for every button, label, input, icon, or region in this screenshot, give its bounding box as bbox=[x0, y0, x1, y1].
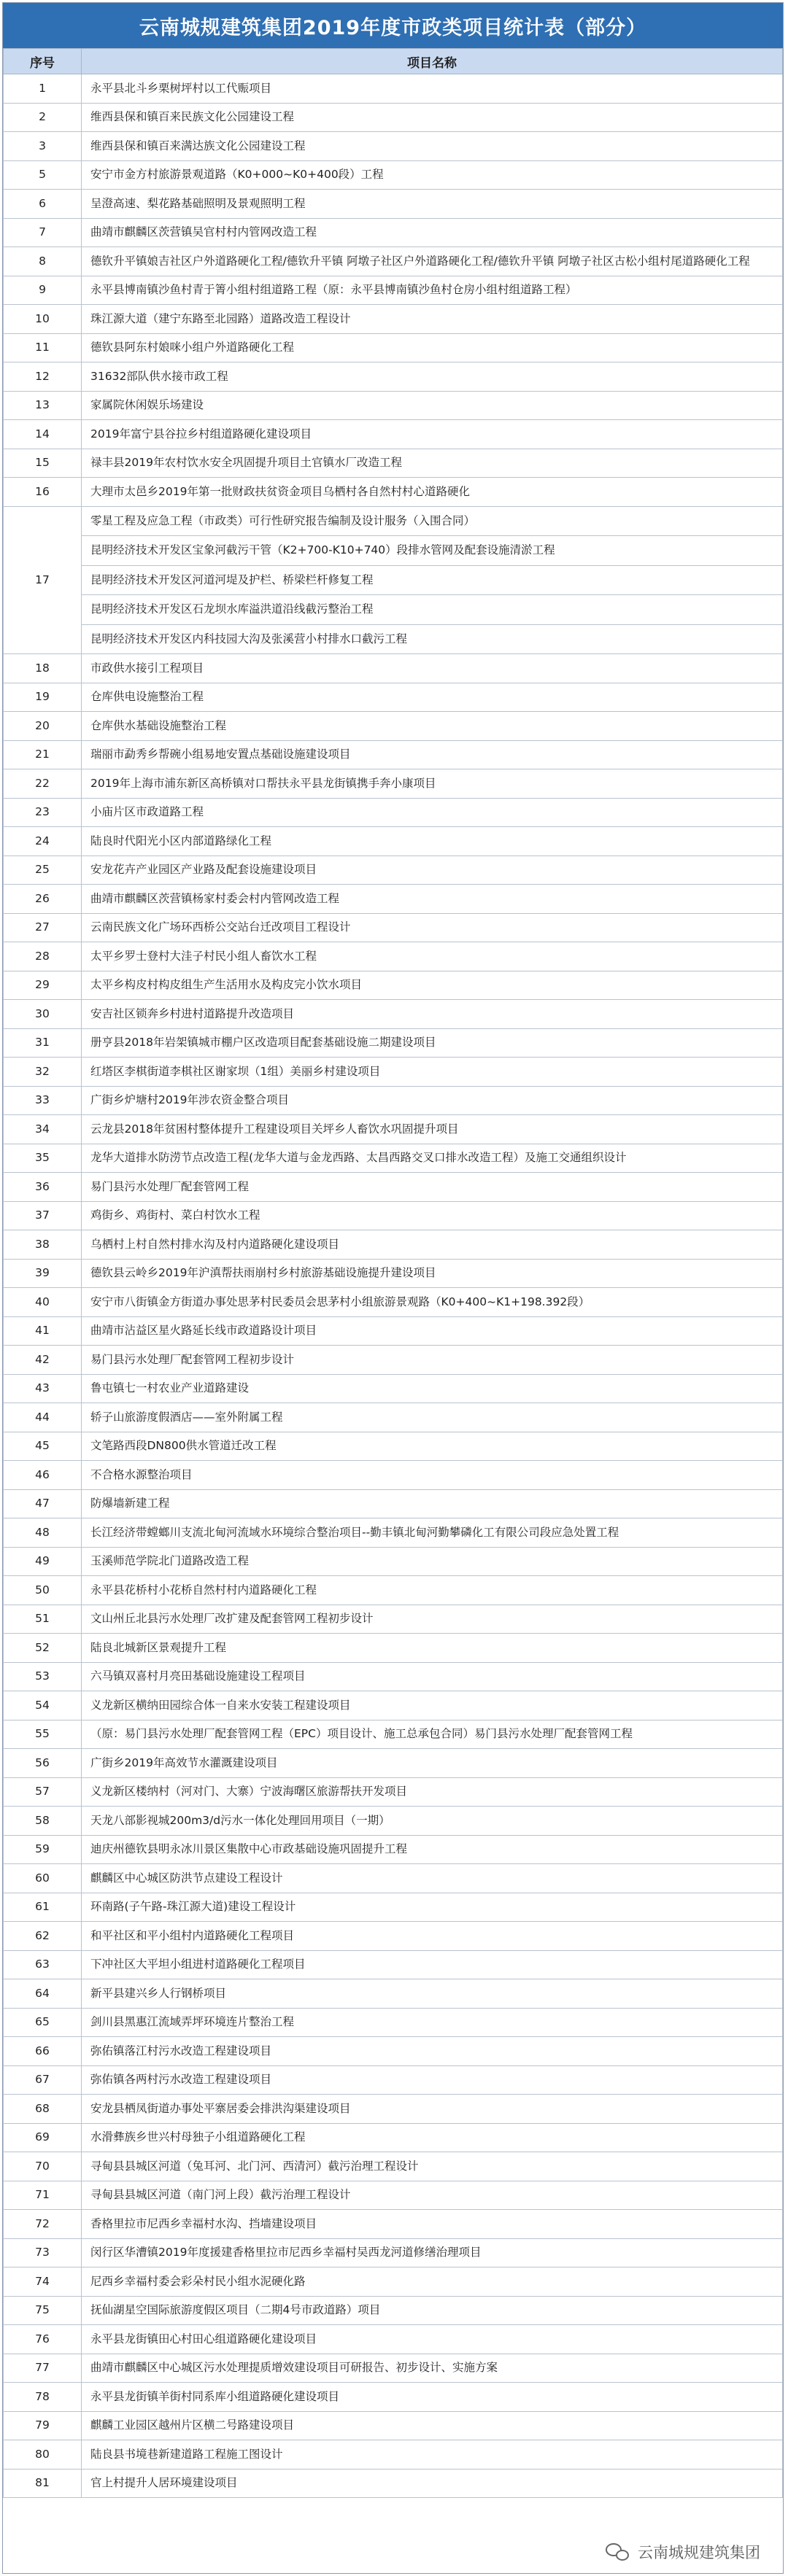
project-name-cell: 德钦县云岭乡2019年沪滇帮扶雨崩村乡村旅游基础设施提升建设项目 bbox=[82, 1259, 783, 1288]
row-index: 57 bbox=[4, 1777, 82, 1807]
table-row bbox=[4, 1173, 783, 1202]
table-row bbox=[4, 2411, 783, 2440]
table-row bbox=[4, 2267, 783, 2297]
project-name-cell: 陆良北城新区景观提升工程 bbox=[82, 1634, 783, 1663]
project-name-cell: 安宁市金方村旅游景观道路（K0+000~K0+400段）工程 bbox=[82, 160, 783, 190]
row-index: 73 bbox=[4, 2238, 82, 2267]
table-body bbox=[4, 74, 783, 2498]
table-row bbox=[4, 712, 783, 741]
project-name-cell: 鸡街乡、鸡街村、菜白村饮水工程 bbox=[82, 1201, 783, 1230]
project-name-cell: 新平县建兴乡人行钢桥项目 bbox=[82, 1979, 783, 2009]
project-name-cell: 玉溪师范学院北门道路改造工程 bbox=[82, 1547, 783, 1576]
table-row bbox=[4, 1058, 783, 1087]
project-name-cell: （原：易门县污水处理厂配套管网工程（EPC）项目设计、施工总承包合同）易门县污水处理厂配套管网工程 bbox=[82, 1720, 783, 1749]
row-index: 76 bbox=[4, 2325, 82, 2354]
project-name-cell: 下冲社区大平坦小组进村道路硬化工程项目 bbox=[82, 1950, 783, 1979]
project-name: 零星工程及应急工程（市政类）可行性研究报告编制及设计服务（入围合同） bbox=[82, 507, 782, 537]
row-index: 8 bbox=[4, 247, 82, 276]
table-row bbox=[4, 1893, 783, 1922]
header-index: 序号 bbox=[4, 49, 82, 74]
table-row bbox=[4, 2037, 783, 2066]
project-name-cell: 剑川县黑惠江流域弄坪环境连片整治工程 bbox=[82, 2008, 783, 2037]
row-index: 6 bbox=[4, 190, 82, 219]
row-index: 58 bbox=[4, 1807, 82, 1836]
project-name: 昆明经济技术开发区河道河堤及护栏、桥梁栏杆修复工程 bbox=[82, 566, 782, 596]
project-name-cell: 德钦升平镇娘吉社区户外道路硬化工程/德钦升平镇 阿墩子社区户外道路硬化工程/德钦升平镇 阿墩子社区古松小组村尾道路硬化工程 bbox=[82, 247, 783, 276]
project-name-cell: 迪庆州德钦县明永冰川景区集散中心市政基础设施巩固提升工程 bbox=[82, 1835, 783, 1864]
project-name-cell: 麒麟区中心城区防洪节点建设工程设计 bbox=[82, 1864, 783, 1893]
row-index: 13 bbox=[4, 391, 82, 420]
row-index: 80 bbox=[4, 2440, 82, 2470]
project-name-cell: 太平乡罗士登村大洼子村民小组人畜饮水工程 bbox=[82, 942, 783, 971]
table-row bbox=[4, 1000, 783, 1029]
row-index: 29 bbox=[4, 971, 82, 1000]
project-name-cell: 易门县污水处理厂配套管网工程 bbox=[82, 1173, 783, 1202]
table-row bbox=[4, 913, 783, 942]
table-row bbox=[4, 1316, 783, 1346]
row-index: 20 bbox=[4, 712, 82, 741]
project-name: 昆明经济技术开发区宝象河截污干管（K2+700-K10+740）段排水管网及配套设施清淤工程 bbox=[82, 536, 782, 566]
table-row bbox=[4, 2152, 783, 2181]
row-index: 48 bbox=[4, 1518, 82, 1548]
project-name-cell: 抚仙湖星空国际旅游度假区项目（二期4号市政道路）项目 bbox=[82, 2296, 783, 2325]
row-index: 19 bbox=[4, 683, 82, 712]
table-row bbox=[4, 827, 783, 856]
row-index: 54 bbox=[4, 1691, 82, 1720]
project-name-cell: 天龙八部影视城200m3/d污水一体化处理回用项目（一期） bbox=[82, 1807, 783, 1836]
table-row bbox=[4, 942, 783, 971]
project-name-cell: 呈澄高速、梨花路基础照明及景观照明工程 bbox=[82, 190, 783, 219]
row-index: 27 bbox=[4, 913, 82, 942]
row-index: 79 bbox=[4, 2411, 82, 2440]
project-name-cell: 2019年上海市浦东新区高桥镇对口帮扶永平县龙街镇携手奔小康项目 bbox=[82, 769, 783, 799]
table-title: 云南城规建筑集团2019年度市政类项目统计表（部分） bbox=[3, 3, 783, 48]
project-name-cell: 小庙片区市政道路工程 bbox=[82, 798, 783, 827]
row-index: 9 bbox=[4, 276, 82, 305]
table-row bbox=[4, 1634, 783, 1663]
row-index: 38 bbox=[4, 1230, 82, 1260]
row-index: 1 bbox=[4, 74, 82, 104]
table-row bbox=[4, 2440, 783, 2470]
table-row bbox=[4, 1576, 783, 1605]
table-row bbox=[4, 305, 783, 334]
project-name-cell: 安宁市八街镇金方街道办事处思茅村民委员会思茅村小组旅游景观路（K0+400~K1+198.392段） bbox=[82, 1288, 783, 1317]
row-index: 59 bbox=[4, 1835, 82, 1864]
project-name-cell: 册亨县2018年岩架镇城市棚户区改造项目配套基础设施二期建设项目 bbox=[82, 1028, 783, 1058]
row-index: 69 bbox=[4, 2123, 82, 2152]
row-index: 15 bbox=[4, 449, 82, 478]
project-name-cell: 长江经济带螳螂川支流北甸河流域水环境综合整治项目--勤丰镇北甸河勤攀磷化工有限公司段应急处置工程 bbox=[82, 1518, 783, 1548]
project-name-cell: 弥佑镇各两村污水改造工程建设项目 bbox=[82, 2065, 783, 2095]
table-row bbox=[4, 333, 783, 362]
row-index: 55 bbox=[4, 1720, 82, 1749]
row-index: 62 bbox=[4, 1922, 82, 1951]
table-row bbox=[4, 2296, 783, 2325]
row-index: 17 bbox=[4, 506, 82, 654]
table-row bbox=[4, 1662, 783, 1691]
project-name-cell: 香格里拉市尼西乡幸福村水沟、挡墙建设项目 bbox=[82, 2210, 783, 2239]
row-index: 61 bbox=[4, 1893, 82, 1922]
project-name-cell: 曲靖市沾益区星火路延长线市政道路设计项目 bbox=[82, 1316, 783, 1346]
row-index: 60 bbox=[4, 1864, 82, 1893]
row-index: 77 bbox=[4, 2354, 82, 2383]
row-index: 71 bbox=[4, 2181, 82, 2210]
table-row bbox=[4, 1288, 783, 1317]
project-name: 昆明经济技术开发区石龙坝水库溢洪道沿线截污整治工程 bbox=[82, 595, 782, 625]
table-row bbox=[4, 160, 783, 190]
table-row bbox=[4, 1374, 783, 1403]
row-index: 36 bbox=[4, 1173, 82, 1202]
row-index: 24 bbox=[4, 827, 82, 856]
project-name-cell: 云南民族文化广场环西桥公交站台迁改项目工程设计 bbox=[82, 913, 783, 942]
row-index: 11 bbox=[4, 333, 82, 362]
project-name-cell: 轿子山旅游度假酒店——室外附属工程 bbox=[82, 1403, 783, 1432]
table-row bbox=[4, 362, 783, 392]
row-index: 2 bbox=[4, 103, 82, 132]
project-name-cell: 六马镇双喜村月亮田基础设施建设工程项目 bbox=[82, 1662, 783, 1691]
row-index: 49 bbox=[4, 1547, 82, 1576]
project-name-cell: 义龙新区横纳田园综合体一自来水安装工程建设项目 bbox=[82, 1691, 783, 1720]
table-row bbox=[4, 2238, 783, 2267]
project-name-cell: 安吉社区锁奔乡村进村道路提升改造项目 bbox=[82, 1000, 783, 1029]
project-name-cell: 31632部队供水接市政工程 bbox=[82, 362, 783, 392]
table-row bbox=[4, 478, 783, 507]
table-row bbox=[4, 1950, 783, 1979]
row-index: 22 bbox=[4, 769, 82, 799]
header-name: 项目名称 bbox=[82, 49, 783, 74]
table-row bbox=[4, 2210, 783, 2239]
project-name-cell bbox=[82, 506, 783, 654]
table-row bbox=[4, 1028, 783, 1058]
table-row bbox=[4, 1979, 783, 2009]
row-index: 37 bbox=[4, 1201, 82, 1230]
table-row bbox=[4, 190, 783, 219]
table-row bbox=[4, 769, 783, 799]
row-index: 39 bbox=[4, 1259, 82, 1288]
project-name-cell: 云龙县2018年贫困村整体提升工程建设项目关坪乡人畜饮水巩固提升项目 bbox=[82, 1115, 783, 1144]
table-row bbox=[4, 1115, 783, 1144]
row-index: 23 bbox=[4, 798, 82, 827]
row-index: 33 bbox=[4, 1086, 82, 1115]
project-name-cell: 安龙县栖凤街道办事处平寨居委会排洪沟渠建设项目 bbox=[82, 2095, 783, 2124]
project-name-cell: 德钦县阿东村娘咪小组户外道路硬化工程 bbox=[82, 333, 783, 362]
row-index: 74 bbox=[4, 2267, 82, 2297]
row-index: 72 bbox=[4, 2210, 82, 2239]
table-row bbox=[4, 2354, 783, 2383]
table-row bbox=[4, 1086, 783, 1115]
project-name-cell: 广街乡炉塘村2019年涉农资金整合项目 bbox=[82, 1086, 783, 1115]
project-name-cell: 珠江源大道（建宁东路至北园路）道路改造工程设计 bbox=[82, 305, 783, 334]
table-row bbox=[4, 391, 783, 420]
row-index: 68 bbox=[4, 2095, 82, 2124]
row-index: 31 bbox=[4, 1028, 82, 1058]
table-row bbox=[4, 2469, 783, 2498]
row-index: 16 bbox=[4, 478, 82, 507]
project-name-cell: 不合格水源整治项目 bbox=[82, 1461, 783, 1490]
project-name-cell: 仓库供电设施整治工程 bbox=[82, 683, 783, 712]
row-index: 43 bbox=[4, 1374, 82, 1403]
project-name-cell: 陆良时代阳光小区内部道路绿化工程 bbox=[82, 827, 783, 856]
table-row bbox=[4, 1835, 783, 1864]
row-index: 28 bbox=[4, 942, 82, 971]
row-index: 3 bbox=[4, 132, 82, 161]
project-name-cell: 易门县污水处理厂配套管网工程初步设计 bbox=[82, 1346, 783, 1375]
project-name-cell: 官上村提升人居环境建设项目 bbox=[82, 2469, 783, 2498]
table-row bbox=[4, 247, 783, 276]
table-row bbox=[4, 2065, 783, 2095]
project-name-cell: 永平县花桥村小花桥自然村村内道路硬化工程 bbox=[82, 1576, 783, 1605]
table-row bbox=[4, 276, 783, 305]
project-name-cell: 和平社区和平小组村内道路硬化工程项目 bbox=[82, 1922, 783, 1951]
row-index: 10 bbox=[4, 305, 82, 334]
project-name-cell: 维西县保和镇百来民族文化公园建设工程 bbox=[82, 103, 783, 132]
row-index: 51 bbox=[4, 1605, 82, 1634]
project-name-cell: 瑞丽市勐秀乡帮碗小组易地安置点基础设施建设项目 bbox=[82, 740, 783, 769]
project-name-cell: 红塔区李棋街道李棋社区谢家坝（1组）美丽乡村建设项目 bbox=[82, 1058, 783, 1087]
table-row bbox=[4, 1864, 783, 1893]
project-name-cell: 水滑彝族乡世兴村母独子小组道路硬化工程 bbox=[82, 2123, 783, 2152]
project-name-cell: 永平县龙街镇羊街村同系库小组道路硬化建设项目 bbox=[82, 2383, 783, 2412]
row-index: 46 bbox=[4, 1461, 82, 1490]
row-index: 32 bbox=[4, 1058, 82, 1087]
table-row bbox=[4, 1259, 783, 1288]
table-row bbox=[4, 449, 783, 478]
row-index: 47 bbox=[4, 1489, 82, 1518]
table-row bbox=[4, 1346, 783, 1375]
table-row bbox=[4, 1144, 783, 1173]
table-row bbox=[4, 1230, 783, 1260]
project-name-cell: 曲靖市麒麟区中心城区污水处理提质增效建设项目可研报告、初步设计、实施方案 bbox=[82, 2354, 783, 2383]
row-index: 75 bbox=[4, 2296, 82, 2325]
row-index: 81 bbox=[4, 2469, 82, 2498]
table-row bbox=[4, 103, 783, 132]
table-row bbox=[4, 1518, 783, 1548]
table-row bbox=[4, 1201, 783, 1230]
project-name-cell: 市政供水接引工程项目 bbox=[82, 654, 783, 683]
table-row bbox=[4, 2383, 783, 2412]
table-row bbox=[4, 1605, 783, 1634]
table-row bbox=[4, 885, 783, 914]
row-index: 25 bbox=[4, 856, 82, 885]
project-name-cell: 曲靖市麒麟区茨营镇吴官村村内管网改造工程 bbox=[82, 218, 783, 247]
row-index: 35 bbox=[4, 1144, 82, 1173]
table-row bbox=[4, 1807, 783, 1836]
table-row bbox=[4, 856, 783, 885]
table-row bbox=[4, 2181, 783, 2210]
project-name-cell: 义龙新区楼纳村（河对门、大寨）宁波海曙区旅游帮扶开发项目 bbox=[82, 1777, 783, 1807]
row-index: 67 bbox=[4, 2065, 82, 2095]
project-name-cell: 环南路(子午路-珠江源大道)建设工程设计 bbox=[82, 1893, 783, 1922]
row-index: 5 bbox=[4, 160, 82, 190]
row-index: 56 bbox=[4, 1749, 82, 1778]
watermark-text: 云南城规建筑集团 bbox=[638, 2544, 760, 2561]
project-name-cell: 安龙花卉产业园区产业路及配套设施建设项目 bbox=[82, 856, 783, 885]
table-row bbox=[4, 2325, 783, 2354]
row-index: 44 bbox=[4, 1403, 82, 1432]
table-row bbox=[4, 2008, 783, 2037]
row-index: 63 bbox=[4, 1950, 82, 1979]
table-row bbox=[4, 132, 783, 161]
table-row bbox=[4, 1749, 783, 1778]
project-name-cell: 文笔路西段DN800供水管道迁改工程 bbox=[82, 1432, 783, 1461]
project-name-cell: 大理市太邑乡2019年第一批财政扶贫资金项目乌栖村各自然村村心道路硬化 bbox=[82, 478, 783, 507]
table-row bbox=[4, 1720, 783, 1749]
table-row bbox=[4, 74, 783, 104]
project-name-cell: 2019年富宁县谷拉乡村组道路硬化建设项目 bbox=[82, 420, 783, 449]
row-index: 70 bbox=[4, 2152, 82, 2181]
project-name-cell: 乌栖村上村自然村排水沟及村内道路硬化建设项目 bbox=[82, 1230, 783, 1260]
project-name-cell: 家属院休闲娱乐场建设 bbox=[82, 391, 783, 420]
project-name-cell: 弥佑镇落江村污水改造工程建设项目 bbox=[82, 2037, 783, 2066]
project-name-cell: 永平县北斗乡栗树坪村以工代赈项目 bbox=[82, 74, 783, 104]
row-index: 66 bbox=[4, 2037, 82, 2066]
table-row bbox=[4, 683, 783, 712]
row-index: 14 bbox=[4, 420, 82, 449]
table-row bbox=[4, 1461, 783, 1490]
row-index: 7 bbox=[4, 218, 82, 247]
table-row bbox=[4, 1922, 783, 1951]
row-index: 12 bbox=[4, 362, 82, 392]
project-name-cell: 维西县保和镇百来满达族文化公园建设工程 bbox=[82, 132, 783, 161]
table-row bbox=[4, 1432, 783, 1461]
row-index: 41 bbox=[4, 1316, 82, 1346]
row-index: 78 bbox=[4, 2383, 82, 2412]
project-name-cell: 禄丰县2019年农村饮水安全巩固提升项目土官镇水厂改造工程 bbox=[82, 449, 783, 478]
table-row bbox=[4, 1489, 783, 1518]
table-row bbox=[4, 798, 783, 827]
row-index: 52 bbox=[4, 1634, 82, 1663]
watermark bbox=[600, 2538, 766, 2566]
project-table-sheet bbox=[2, 2, 784, 2574]
project-name-cell: 尼西乡幸福村委会彩朵村民小组水泥硬化路 bbox=[82, 2267, 783, 2297]
project-name-cell: 仓库供水基础设施整治工程 bbox=[82, 712, 783, 741]
row-index: 18 bbox=[4, 654, 82, 683]
row-index: 40 bbox=[4, 1288, 82, 1317]
project-name-cell: 闵行区华漕镇2019年度援建香格里拉市尼西乡幸福村吴西龙河道修缮治理项目 bbox=[82, 2238, 783, 2267]
row-index: 42 bbox=[4, 1346, 82, 1375]
project-name-cell: 寻甸县县城区河道（南门河上段）截污治理工程设计 bbox=[82, 2181, 783, 2210]
wechat-icon bbox=[606, 2542, 630, 2562]
project-name-cell: 永平县龙街镇田心村田心组道路硬化建设项目 bbox=[82, 2325, 783, 2354]
project-name-cell: 永平县博南镇沙鱼村青于箐小组村组道路工程（原：永平县博南镇沙鱼村仓房小组村组道路工程） bbox=[82, 276, 783, 305]
table-row bbox=[4, 506, 783, 654]
row-index: 65 bbox=[4, 2008, 82, 2037]
row-index: 50 bbox=[4, 1576, 82, 1605]
project-name-cell: 陆良县书境巷新建道路工程施工图设计 bbox=[82, 2440, 783, 2470]
table-row bbox=[4, 420, 783, 449]
table-row bbox=[4, 218, 783, 247]
project-name-cell: 广街乡2019年高效节水灌溉建设项目 bbox=[82, 1749, 783, 1778]
row-index: 64 bbox=[4, 1979, 82, 2009]
row-index: 21 bbox=[4, 740, 82, 769]
header-row bbox=[4, 49, 783, 74]
table-row bbox=[4, 1691, 783, 1720]
row-index: 34 bbox=[4, 1115, 82, 1144]
project-name-cell: 麒麟工业园区越州片区横二号路建设项目 bbox=[82, 2411, 783, 2440]
project-name: 昆明经济技术开发区内科技园大沟及张溪营小村排水口截污工程 bbox=[90, 632, 408, 645]
table-row bbox=[4, 2095, 783, 2124]
project-name-cell: 寻甸县县城区河道（兔耳河、北门河、西清河）截污治理工程设计 bbox=[82, 2152, 783, 2181]
project-name-cell: 太平乡构皮村构皮组生产生活用水及构皮完小饮水项目 bbox=[82, 971, 783, 1000]
row-index: 26 bbox=[4, 885, 82, 914]
row-index: 30 bbox=[4, 1000, 82, 1029]
table-row bbox=[4, 971, 783, 1000]
table-row bbox=[4, 1403, 783, 1432]
project-name-cell: 鲁屯镇七一村农业产业道路建设 bbox=[82, 1374, 783, 1403]
project-name-cell: 曲靖市麒麟区茨营镇杨家村委会村内管网改造工程 bbox=[82, 885, 783, 914]
table-row bbox=[4, 654, 783, 683]
row-index: 45 bbox=[4, 1432, 82, 1461]
table-row bbox=[4, 740, 783, 769]
table-row bbox=[4, 1547, 783, 1576]
table-row bbox=[4, 1777, 783, 1807]
project-name-cell: 文山州丘北县污水处理厂改扩建及配套管网工程初步设计 bbox=[82, 1605, 783, 1634]
project-table bbox=[3, 48, 783, 2498]
row-index: 53 bbox=[4, 1662, 82, 1691]
project-name-cell: 防爆墙新建工程 bbox=[82, 1489, 783, 1518]
table-row bbox=[4, 2123, 783, 2152]
project-name-cell: 龙华大道排水防涝节点改造工程(龙华大道与金龙西路、太昌西路交叉口排水改造工程）及施工交通组织设计 bbox=[82, 1144, 783, 1173]
